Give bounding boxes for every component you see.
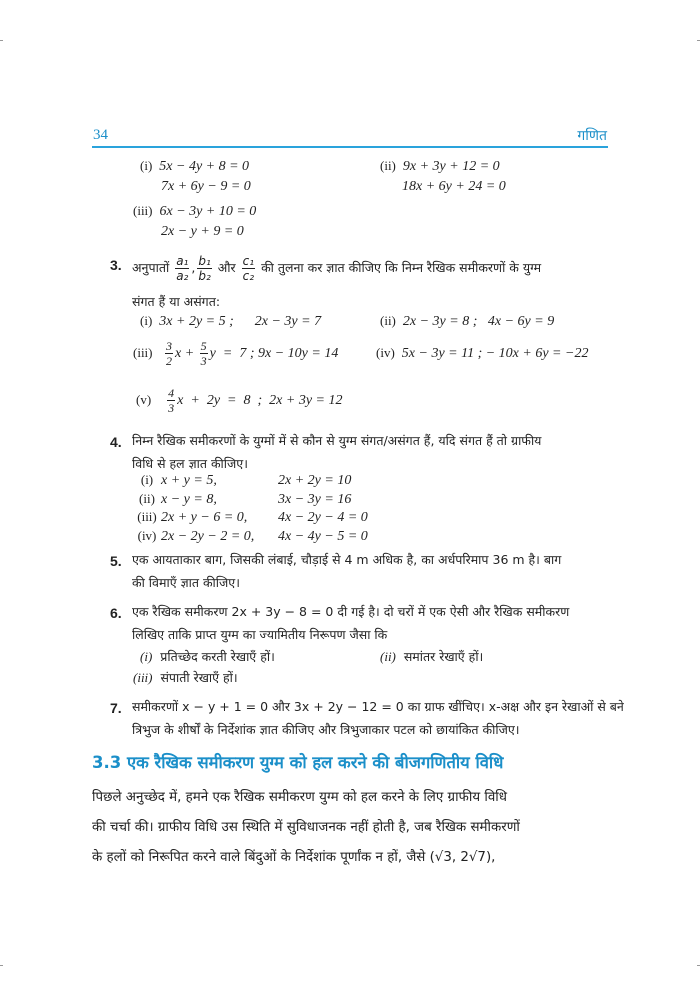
q5-line2: की विमाएँ ज्ञात कीजिए। xyxy=(132,575,240,590)
page-number: 34 xyxy=(93,127,108,143)
question-number: 6. xyxy=(110,605,122,621)
q3-line1 xyxy=(132,248,541,288)
question-number: 3. xyxy=(110,257,122,273)
equation: 7x + 6y − 9 = 0 xyxy=(161,179,251,194)
equation: 6x − 3y + 10 = 0 xyxy=(159,204,257,219)
item-label: (iii) xyxy=(133,203,153,218)
q6-line2: लिखिए ताकि प्राप्त युग्म का ज्यामितीय निरूपण जैसा कि xyxy=(132,627,388,642)
q4-list xyxy=(133,471,368,545)
page-header-title: गणित xyxy=(577,128,607,144)
equation: 2x − y + 9 = 0 xyxy=(161,224,244,239)
q4-line1: निम्न रैखिक समीकरणों के युग्मों में से कौन से युग्म संगत/असंगत हैं, यदि संगत हैं तो ग्राफीय xyxy=(132,433,542,448)
q7-line2: त्रिभुज के शीर्षों के निर्देशांक ज्ञात कीजिए और त्रिभुजाकार पटल को छायांकित कीजिए। xyxy=(132,722,520,737)
q3-item-v: (v) $\frac{4}{3}$ x + 2y = 8 ; 2x + 3y = 12 xyxy=(136,386,343,416)
ratio-separator: , xyxy=(191,260,196,275)
paragraph-line: पिछले अनुच्छेद में, हमने एक रैखिक समीकरण युग्म को हल करने के लिए ग्राफीय विधि xyxy=(92,790,507,805)
q3-item-iv: (iv) 5x − 3y = 11 ; − 10x + 6y = −22 xyxy=(376,345,589,361)
fraction: $\frac{4}{3}$ xyxy=(168,386,175,416)
pair-iii xyxy=(133,201,256,242)
list-item: (iii) 2x + y − 6 = 0, 4x − 2y − 4 = 0 xyxy=(137,509,368,525)
ratio-a-fraction: $\frac{\text{a₁}}{\text{a₂}}$ xyxy=(176,254,189,283)
pair-i xyxy=(140,156,251,197)
q3-line2: संगत हैं या असंगत: xyxy=(132,294,221,309)
q3-text-a: अनुपातों xyxy=(132,260,170,275)
q6-line1: एक रैखिक समीकरण 2x + 3y − 8 = 0 दी गई है। दो चरों में एक ऐसी और रैखिक समीकरण xyxy=(132,604,570,619)
header-rule xyxy=(92,146,608,148)
q3-text-c: की तुलना कर ज्ञात कीजिए कि निम्न रैखिक समीकरणों के युग्म xyxy=(261,260,542,275)
q3-text-b: और xyxy=(217,260,236,275)
q3-item-ii: (ii) 2x − 3y = 8 ; 4x − 6y = 9 xyxy=(380,313,555,329)
ratio-c-fraction: $\frac{\text{c₁}}{\text{c₂}}$ xyxy=(242,254,255,283)
q7-line1: समीकरणों x − y + 1 = 0 और 3x + 2y − 12 = 0 का ग्राफ खींचिए। x-अक्ष और इन रेखाओं से बने xyxy=(132,699,624,714)
ratio-b-fraction: $\frac{\text{b₁}}{\text{b₂}}$ xyxy=(198,254,211,283)
q3-item-iii: (iii) $\frac{3}{2}$ x + $\frac{5}{3}$ y = 7 ; 9x − 10y = 14 xyxy=(133,339,339,369)
paragraph-line: की चर्चा की। ग्राफीय विधि उस स्थिति में सुविधाजनक नहीं होती है, जब रैखिक समीकरणों xyxy=(92,820,520,835)
q6-item-ii: (ii) समांतर रेखाएँ हों। xyxy=(380,649,484,664)
section-heading: 3.3 एक रैखिक समीकरण युग्म को हल करने की बीजगणितीय विधि xyxy=(92,753,504,772)
crop-mark xyxy=(0,40,3,41)
equation: 5x − 4y + 8 = 0 xyxy=(159,159,250,174)
question-number: 7. xyxy=(110,700,122,716)
fraction: $\frac{3}{2}$ xyxy=(166,339,172,369)
item-label: (ii) xyxy=(380,158,396,173)
fraction: $\frac{5}{3}$ xyxy=(200,339,207,369)
q6-item-i: (i) प्रतिच्छेद करती रेखाएँ हों। xyxy=(140,649,275,664)
equation: 18x + 6y + 24 = 0 xyxy=(402,179,506,194)
paragraph-line: के हलों को निरूपित करने वाले बिंदुओं के निर्देशांक पूर्णांक न हों, जैसे (√3, 2√7), xyxy=(92,850,496,865)
question-number: 4. xyxy=(110,434,122,450)
q6-item-iii: (iii) संपाती रेखाएँ हों। xyxy=(133,670,238,685)
list-item: (ii) x − y = 8, 3x − 3y = 16 xyxy=(139,490,352,507)
pair-ii xyxy=(380,156,506,197)
list-item: (iv) 2x − 2y − 2 = 0, 4x − 4y − 5 = 0 xyxy=(137,527,368,544)
item-label: (i) xyxy=(140,158,153,173)
crop-mark xyxy=(0,965,3,966)
q3-item-i: (i) 3x + 2y = 5 ; 2x − 3y = 7 xyxy=(140,313,322,329)
q5-line1: एक आयताकार बाग, जिसकी लंबाई, चौड़ाई से 4 m अधिक है, का अर्धपरिमाप 36 m है। बाग xyxy=(132,552,562,567)
list-item: (i) x + y = 5, 2x + 2y = 10 xyxy=(140,472,352,488)
q4-line2: विधि से हल ज्ञात कीजिए। xyxy=(132,456,248,471)
question-number: 5. xyxy=(110,553,122,569)
equation: 9x + 3y + 12 = 0 xyxy=(402,159,500,174)
